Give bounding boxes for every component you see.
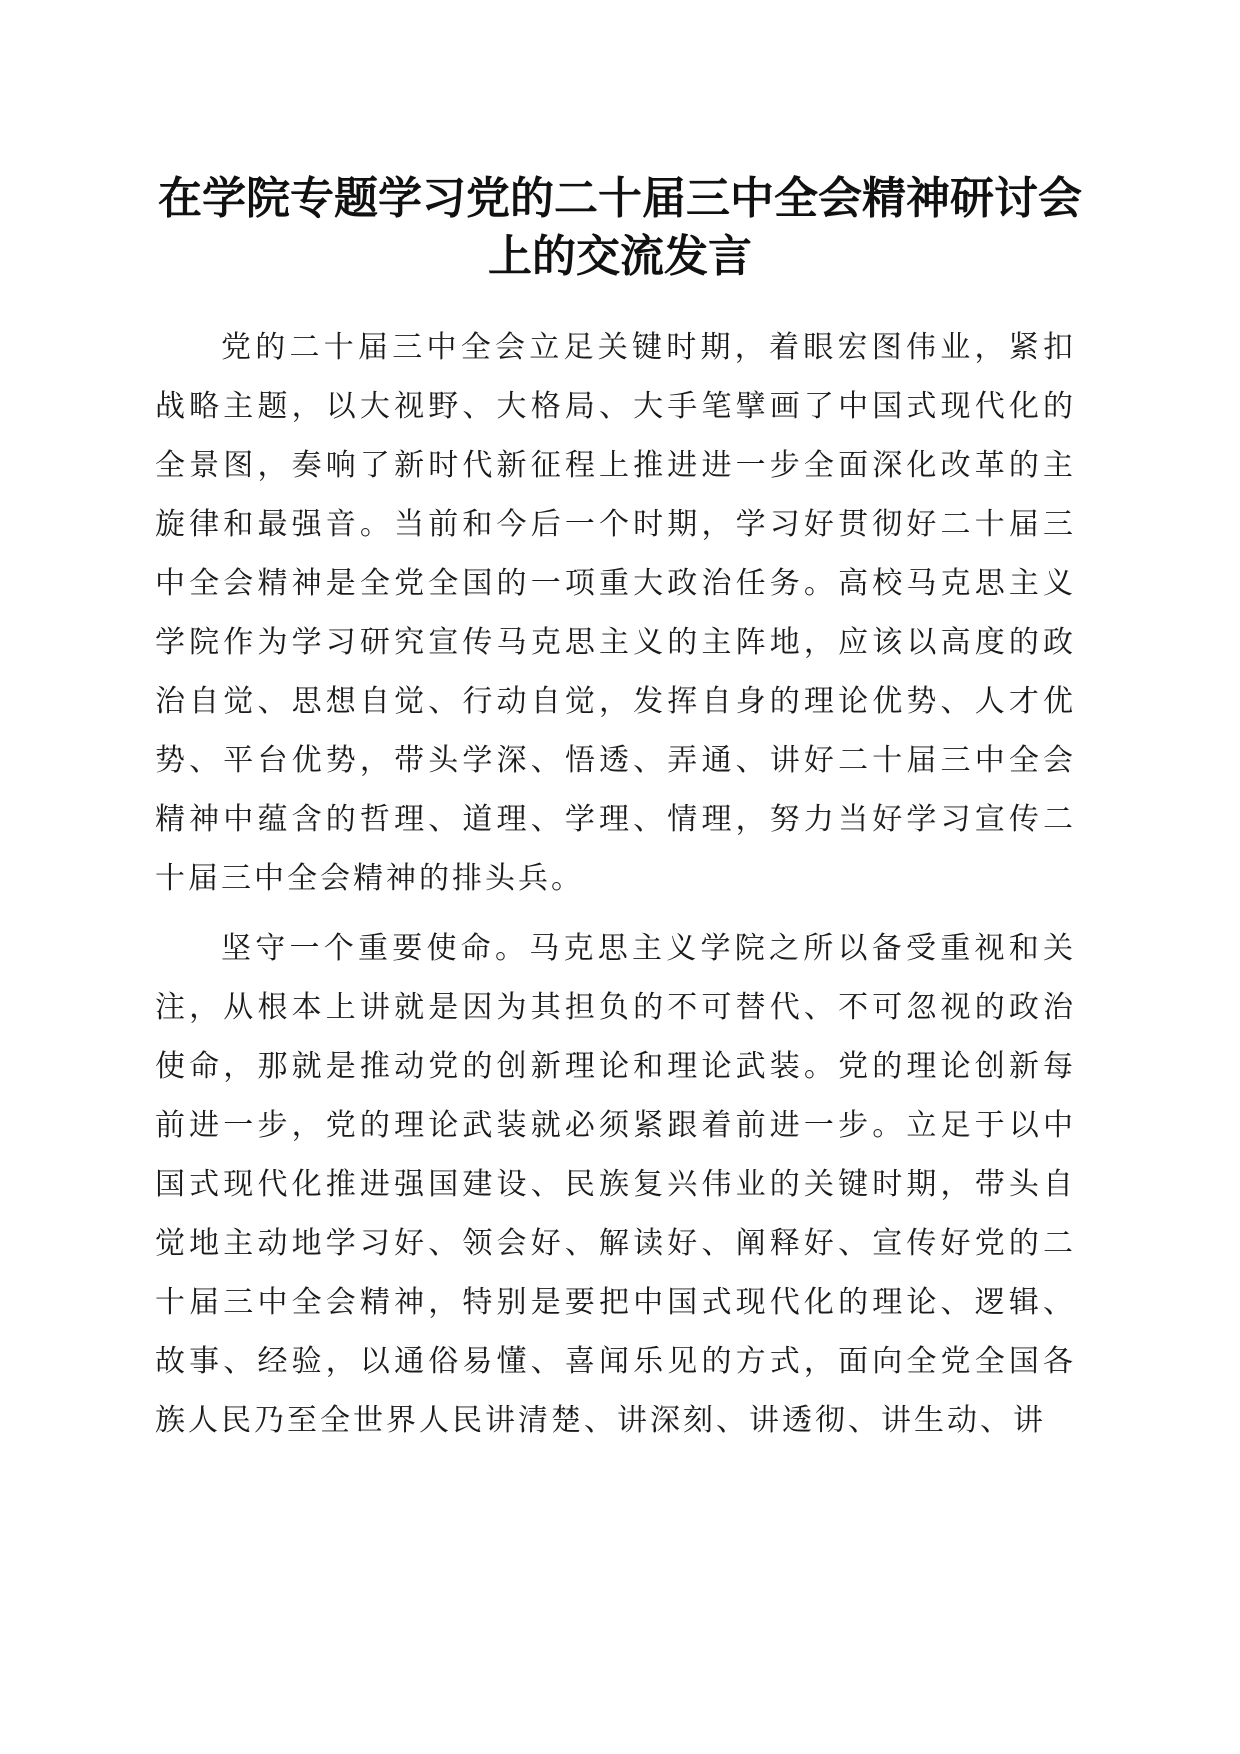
- document-body: [155, 318, 1076, 1461]
- paragraph-intro: 党的二十届三中全会立足关键时期，着眼宏图伟业，紧扣战略主题，以大视野、大格局、大手笔擘画了中国式现代化的全景图，奏响了新时代新征程上推进进一步全面深化改革的主旋律和最强音。当前和今后一个时期，学习好贯彻好二十届三中全会精神是全党全国的一项重大政治任务。高校马克思主义学院作为学习研究宣传马克思主义的主阵地，应该以高度的政治自觉、思想自觉、行动自觉，发挥自身的理论优势、人才优势、平台优势，带头学深、悟透、弄通、讲好二十届三中全会精神中蕴含的哲理、道理、学理、情理，努力当好学习宣传二十届三中全会精神的排头兵。: [155, 330, 1076, 896]
- paragraph-mission: 坚守一个重要使命。马克思主义学院之所以备受重视和关注，从根本上讲就是因为其担负的不可替代、不可忽视的政治使命，那就是推动党的创新理论和理论武装。党的理论创新每前进一步，党的理论武装就必须紧跟着前进一步。立足于以中国式现代化推进强国建设、民族复兴伟业的关键时期，带头自觉地主动地学习好、领会好、解读好、阐释好、宣传好党的二十届三中全会精神，特别是要把中国式现代化的理论、逻辑、故事、经验，以通俗易懂、喜闻乐见的方式，面向全党全国各族人民乃至全世界人民讲清楚、讲深刻、讲透彻、讲生动、讲: [155, 931, 1076, 1438]
- document-title: 在学院专题学习党的二十届三中全会精神研讨会上的交流发言: [158, 173, 1082, 282]
